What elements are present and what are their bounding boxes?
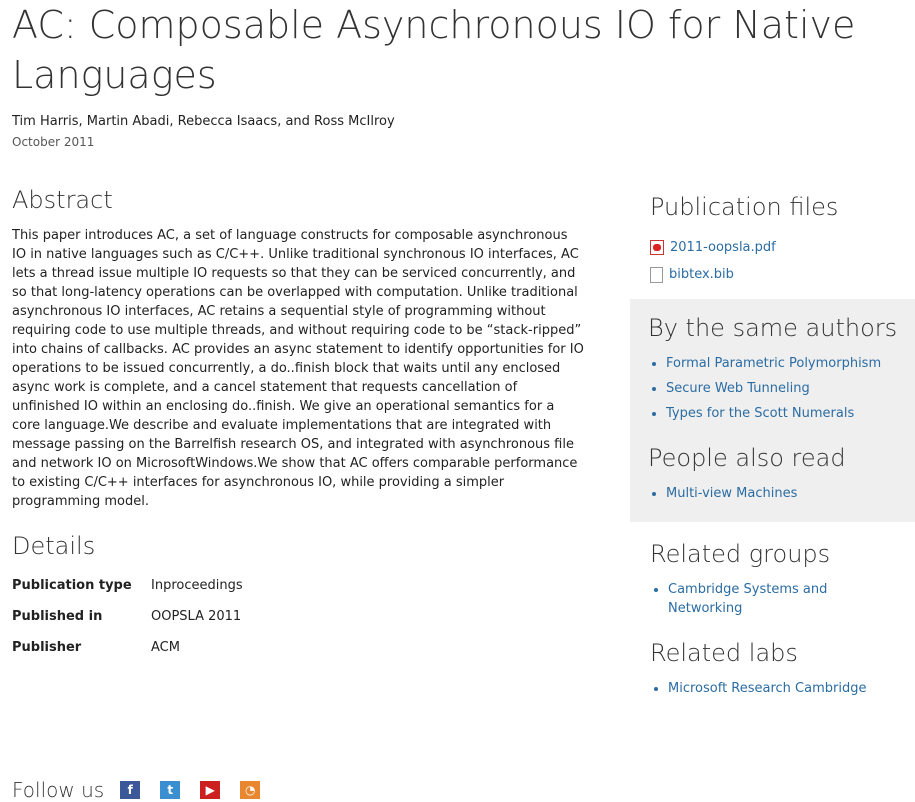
file-item (650, 261, 776, 288)
also-read-heading: People also read (648, 444, 846, 472)
details-label: Publication type (12, 578, 132, 593)
related-group-link[interactable]: Cambridge Systems and Networking (668, 582, 828, 616)
details-value: ACM (151, 640, 180, 655)
same-authors-list (648, 354, 881, 429)
related-labs-list (650, 679, 866, 704)
same-author-link[interactable]: Types for the Scott Numerals (666, 406, 855, 421)
publication-files (650, 234, 776, 288)
also-read-link[interactable]: Multi-view Machines (666, 486, 798, 501)
related-groups-heading: Related groups (650, 540, 831, 568)
related-groups-list (650, 580, 888, 624)
related-lab-link[interactable]: Microsoft Research Cambridge (668, 681, 867, 696)
details-label: Published in (12, 609, 103, 624)
follow-us-label: Follow us (12, 778, 105, 802)
authors: Tim Harris, Martin Abadi, Rebecca Isaacs, and Ross McIlroy (12, 114, 395, 129)
file-link-bib[interactable]: bibtex.bib (669, 267, 734, 282)
publication-date: October 2011 (12, 135, 95, 149)
page-title: AC: Composable Asynchronous IO for Native Languages (12, 3, 856, 97)
file-item (650, 234, 776, 261)
list-item (666, 354, 881, 373)
list-item (666, 379, 881, 398)
follow-us-bar (12, 778, 280, 802)
abstract-heading: Abstract (12, 186, 113, 214)
same-author-link[interactable]: Secure Web Tunneling (666, 381, 810, 396)
list-item (666, 484, 797, 503)
pdf-icon (650, 240, 664, 255)
abstract-text: This paper introduces AC, a set of language constructs for composable asynchronous IO in native languages such as C/C++. Unlike traditional synchronous IO interfaces, AC lets a thread issue multiple IO requests so that they can be serviced concurrently, and so that long-latency operations can be overlapped with computation. Unlike traditional asynchronous IO interfaces, AC retains a sequential style of programming without requiring code to use multiple threads, and without requiring code to be “stack-ripped” into chains of callbacks. AC provides an async statement to identify opportunities for IO operations to be issued concurrently, a do..finish block that waits until any enclosed async work is complete, and a cancel statement that requests cancellation of unfinished IO within an enclosing do..finish. We give an operational semantics for a core language.We describe and evaluate implementations that are integrated with message passing on the Barrelfish research OS, and integrated with asynchronous file and network IO on MicrosoftWindows.We show that AC offers comparable performance to existing C/C++ interfaces for asynchronous IO, while providing a simpler programming model. (12, 228, 584, 509)
same-authors-heading: By the same authors (648, 314, 898, 342)
details-row (12, 578, 243, 609)
youtube-icon[interactable]: ▶ (200, 781, 220, 799)
facebook-icon[interactable]: f (120, 781, 140, 799)
details-heading: Details (12, 532, 96, 560)
rss-icon[interactable]: ◔ (240, 781, 260, 799)
details-value: OOPSLA 2011 (151, 609, 242, 624)
details-table (12, 578, 243, 671)
same-author-link[interactable]: Formal Parametric Polymorphism (666, 356, 882, 371)
list-item (668, 679, 866, 698)
details-value: Inproceedings (151, 578, 243, 593)
list-item (666, 404, 881, 423)
file-link-pdf[interactable]: 2011-oopsla.pdf (670, 240, 776, 255)
list-item (668, 580, 888, 618)
also-read-list (648, 484, 797, 509)
publication-files-heading: Publication files (650, 193, 839, 221)
file-icon (650, 267, 663, 283)
twitter-icon[interactable]: t (160, 781, 180, 799)
details-row (12, 640, 243, 671)
details-label: Publisher (12, 640, 82, 655)
related-labs-heading: Related labs (650, 639, 798, 667)
details-row (12, 609, 243, 640)
